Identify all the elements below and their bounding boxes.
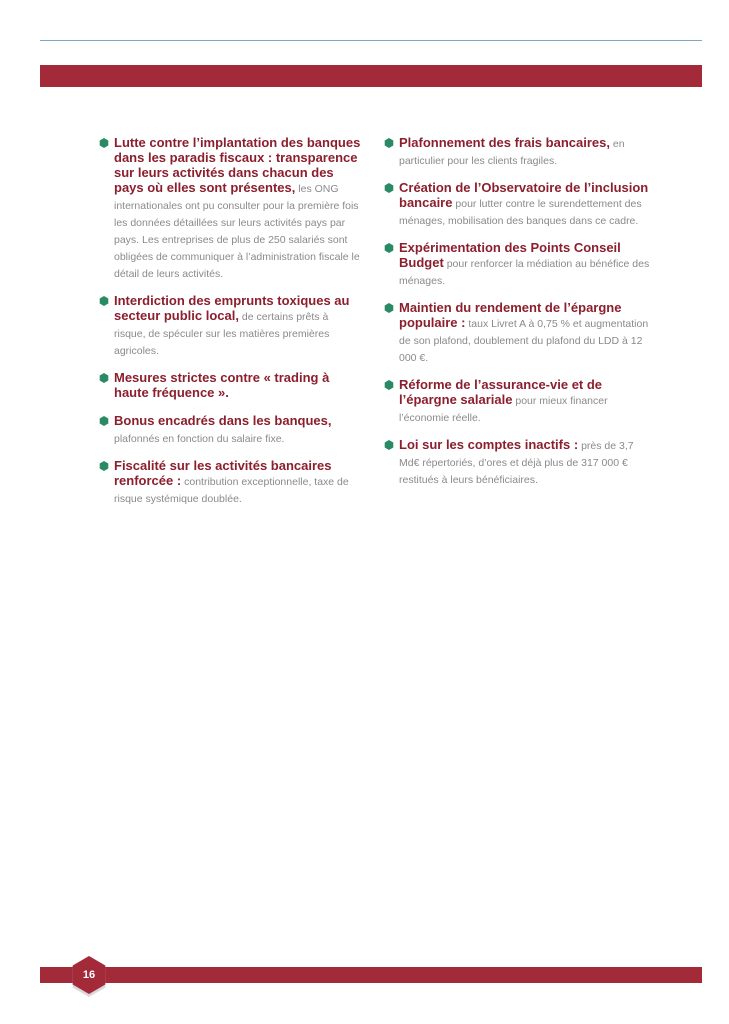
- right-column: [384, 135, 652, 499]
- list-item: [384, 135, 652, 169]
- item-desc: plafonnés en fonction du salaire fixe.: [114, 433, 285, 445]
- hexagon-bullet-icon: [384, 380, 394, 390]
- hexagon-bullet-icon: [99, 416, 109, 426]
- list-item: [99, 413, 361, 447]
- item-desc: les ONG internationales ont pu consulter pour la première fois les données détaillées sur leurs activités pays par pays. Les entreprises de plus de 250 salariés sont obligées de communiquer à l’administration fiscale le détail de leurs activités.: [114, 183, 360, 280]
- header-band: [40, 65, 702, 87]
- item-lead: Création de l’Observatoire de l’inclusion bancaire: [399, 180, 649, 210]
- list-item: [384, 437, 652, 488]
- hexagon-bullet-icon: [99, 296, 109, 306]
- hexagon-bullet-icon: [99, 138, 109, 148]
- item-lead: Loi sur les comptes inactifs :: [399, 437, 579, 452]
- top-rule: [40, 40, 702, 41]
- list-item: [384, 180, 652, 229]
- list-item: [99, 370, 361, 402]
- hexagon-bullet-icon: [99, 373, 109, 383]
- item-desc: en particulier pour les clients fragiles.: [399, 138, 625, 167]
- list-item: [99, 458, 361, 507]
- hexagon-bullet-icon: [384, 303, 394, 313]
- item-lead: Bonus encadrés dans les banques,: [114, 413, 332, 428]
- page-number: 16: [82, 969, 96, 981]
- item-lead: Mesures strictes contre « trading à haute fréquence ».: [114, 370, 330, 400]
- item-desc: pour lutter contre le surendettement des ménages, mobilisation des banques dans ce cadre.: [399, 198, 642, 227]
- item-desc: pour renforcer la médiation au bénéfice des ménages.: [399, 258, 650, 287]
- list-item: [384, 377, 652, 426]
- list-item: [99, 135, 361, 282]
- item-desc: pour mieux financer l’économie réelle.: [399, 395, 608, 424]
- list-item: [384, 300, 652, 366]
- list-item: [99, 293, 361, 359]
- item-lead: Maintien du rendement de l’épargne populaire :: [399, 300, 622, 330]
- item-desc: près de 3,7 Md€ répertoriés, d’ores et déjà plus de 317 000 € restitués à leurs bénéficiaires.: [399, 440, 634, 486]
- hexagon-bullet-icon: [384, 138, 394, 148]
- item-lead: Interdiction des emprunts toxiques au secteur public local,: [114, 293, 350, 323]
- hexagon-bullet-icon: [384, 243, 394, 253]
- left-column: [99, 135, 361, 518]
- item-lead: Réforme de l’assurance-vie et de l’épargne salariale: [399, 377, 603, 407]
- item-lead: Expérimentation des Points Conseil Budget: [399, 240, 621, 270]
- item-desc: taux Livret A à 0,75 % et augmentation de son plafond, doublement du plafond du LDD à 12 000 €.: [399, 318, 649, 364]
- item-lead: Plafonnement des frais bancaires,: [399, 135, 610, 150]
- hexagon-bullet-icon: [99, 461, 109, 471]
- footer-band: [40, 967, 702, 983]
- item-desc: de certains prêts à risque, de spéculer sur les matières premières agricoles.: [114, 311, 330, 357]
- item-desc: contribution exceptionnelle, taxe de risque systémique doublée.: [114, 476, 349, 505]
- hexagon-bullet-icon: [384, 183, 394, 193]
- item-lead: Lutte contre l’implantation des banques dans les paradis fiscaux : transparence sur leurs activités dans chacun des pays où elles sont présentes,: [114, 135, 361, 195]
- item-lead: Fiscalité sur les activités bancaires renforcée :: [114, 458, 332, 488]
- list-item: [384, 240, 652, 289]
- hexagon-bullet-icon: [384, 440, 394, 450]
